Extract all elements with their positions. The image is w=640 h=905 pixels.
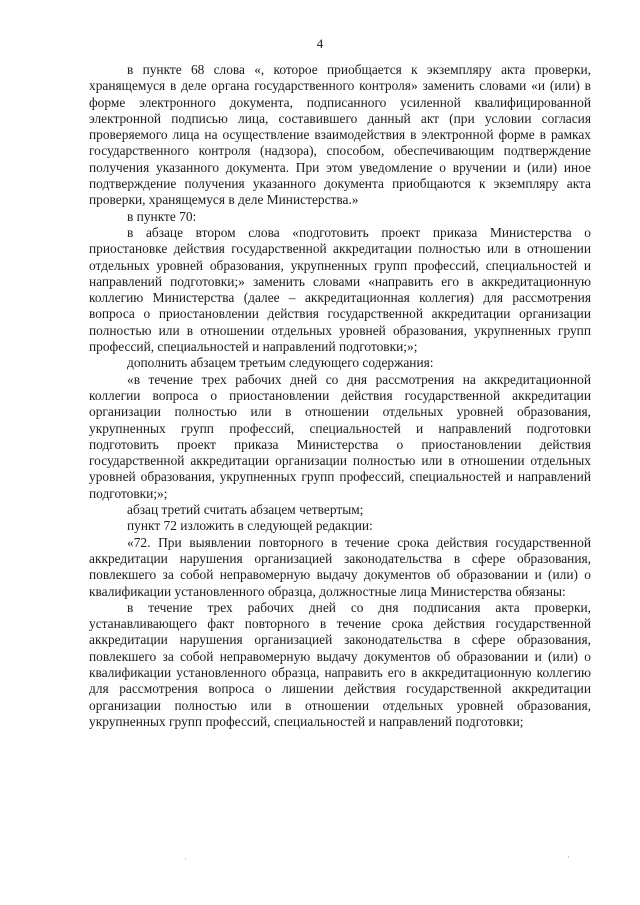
paragraph-third-abzac-text: «в течение трех рабочих дней со дня рассмотрения на аккредитационной коллегии вопроса о приостановлении действия государственной аккредитации организации полностью или в отношении отдельных уровней образования, укрупненных групп профессий, специальностей и направлений подготовки подготовить проект приказа Министерства о приостановлении действия государственной аккредитации организации полностью или в отношении отдельных уровней образования, укрупненных групп профессий, специальностей и направлений подготовки;»;	[89, 371, 591, 501]
scan-speck: ·	[567, 852, 570, 862]
paragraph-item-70-heading: в пункте 70:	[127, 208, 197, 224]
paragraph-item-72-duty: в течение трех рабочих дней со дня подписания акта проверки, устанавливающего факт повторного в течение срока действия государственной аккредитации нарушения организацией законодательства в сфере образования, повлекшего за собой неправомерную выдачу документов об образовании и (или) о квалификации установленного образца, направить его в аккредитационную коллегию для рассмотрения вопроса о лишении действия государственной аккредитации организации полностью или в отношении отдельных уровней образования, укрупненных групп профессий, специальностей и направлений подготовки;	[89, 599, 591, 729]
page-number: 4	[316, 36, 324, 51]
paragraph-item-72-heading: пункт 72 изложить в следующей редакции:	[127, 518, 373, 534]
paragraph-item-68-amendment: в пункте 68 слова «, которое приобщается к экземпляру акта проверки, хранящемуся в деле органа государственного контроля» заменить словами «и (или) в форме электронного документа, подписанного усиленной квалифицированной электронной подписью лица, составившего данный акт (при условии согласия проверяемого лица на осуществление взаимодействия в электронной форме в рамках государственного контроля (надзора), способом, обеспечивающим подтверждение получения указанного документа. При этом уведомление о вручении и (или) иное подтверждение получения указанного документа приобщаются к экземпляру акта проверки, хранящемуся в деле Министерства.»	[89, 62, 591, 208]
paragraph-item-70-second-abzac: в абзаце втором слова «подготовить проект приказа Министерства о приостановке действия государственной аккредитации полностью или в отношении отдельных уровней образования, укрупненных групп профессий, специальностей и направлений подготовки;» заменить словами «направить его в аккредитационную коллегию Министерства (далее – аккредитационная коллегия) для рассмотрения вопроса о приостановлении действия государственной аккредитации организации полностью или в отношении отдельных уровней образования, укрупненных групп профессий, специальностей и направлений подготовки;»;	[89, 224, 591, 355]
document-body	[89, 62, 591, 730]
paragraph-renumber-abzac: абзац третий считать абзацем четвертым;	[127, 502, 364, 518]
scan-speck: ·	[184, 854, 187, 864]
paragraph-item-72-text: «72. При выявлении повторного в течение срока действия государственной аккредитации нарушения организацией законодательства в сфере образования, повлекшего за собой неправомерную выдачу документов об образовании и (или) о квалификации установленного образца, должностные лица Министерства обязаны:	[89, 534, 591, 599]
paragraph-add-third-abzac: дополнить абзацем третьим следующего содержания:	[127, 355, 434, 371]
